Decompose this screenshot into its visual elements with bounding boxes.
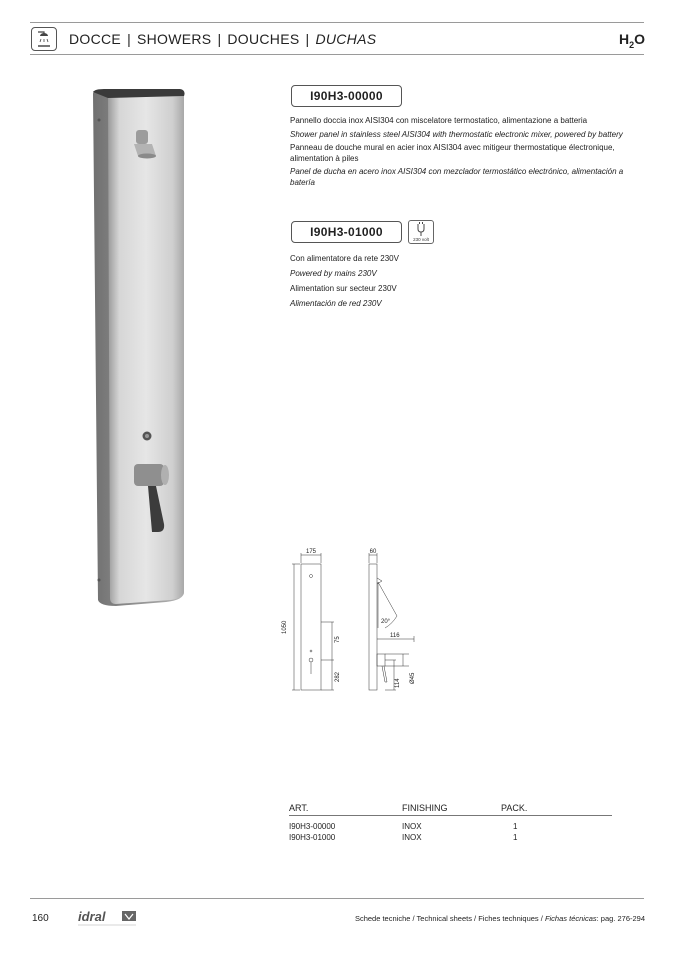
dim-depth-side: 60 bbox=[369, 549, 377, 555]
dim-116: 116 bbox=[390, 633, 400, 639]
shower-panel-image bbox=[86, 88, 196, 608]
title-es: DUCHAS bbox=[315, 31, 377, 47]
table-cell: INOX bbox=[402, 833, 422, 842]
title-en: SHOWERS bbox=[137, 31, 212, 47]
dim-height-total: 1050 bbox=[282, 620, 288, 634]
page-category-title: DOCCE | SHOWERS | DOUCHES | DUCHAS bbox=[69, 31, 377, 47]
product-description-2: Con alimentatore da rete 230V Powered by mains 230V Alimentation sur secteur 230V Alimentación de red 230V bbox=[290, 254, 399, 308]
dim-angle: 20° bbox=[381, 619, 391, 625]
table-cell: 1 bbox=[513, 833, 518, 842]
h2o-label: $H_2O$ bbox=[618, 31, 645, 50]
header-top-rule bbox=[30, 22, 644, 23]
product-code-1: I90H3-00000 bbox=[291, 85, 402, 107]
table-cell: I90H3-00000 bbox=[289, 822, 336, 831]
table-cell: I90H3-01000 bbox=[289, 833, 336, 842]
shower-category-icon bbox=[31, 27, 57, 51]
dim-width-front: 175 bbox=[305, 549, 317, 555]
power-icon-label: 230 volt bbox=[413, 237, 429, 242]
product-code-2: I90H3-01000 bbox=[291, 221, 402, 243]
footer-technical-sheets: Schede tecniche / Technical sheets / Fiches techniques / Fichas técnicas: pag. 276-294 bbox=[354, 914, 645, 923]
table-header-finishing: FINISHING bbox=[402, 803, 448, 813]
title-fr: DOUCHES bbox=[227, 31, 300, 47]
table-header-pack: PACK. bbox=[501, 803, 528, 813]
footer-rule bbox=[30, 898, 644, 899]
svg-text:idral: idral bbox=[78, 909, 106, 924]
technical-drawing bbox=[272, 546, 432, 706]
table-header-rule bbox=[289, 815, 612, 816]
header-bottom-rule bbox=[30, 54, 644, 55]
brand-logo bbox=[78, 908, 142, 928]
dim-282: 282 bbox=[335, 671, 341, 682]
title-it: DOCCE bbox=[69, 31, 122, 47]
dim-114: 114 bbox=[395, 678, 401, 688]
dim-diameter: Ø45 bbox=[410, 672, 416, 684]
table-header-art: ART. bbox=[289, 803, 309, 813]
table-cell: 1 bbox=[513, 822, 518, 831]
power-plug-icon bbox=[408, 220, 434, 244]
product-description-1: Pannello doccia inox AISI304 con miscelatore termostatico, alimentazione a batteria Shower panel in stainless steel AISI304 with thermostatic electronic mixer, powered by battery Panneau de douche mural en acier inox AISI304 avec mitigeur thermostatique électronique, alimentation à piles Panel de ducha en acero inox AISI304 con mezclador termostático electrónico, alimentación a batería bbox=[290, 116, 624, 187]
page-number: 160 bbox=[32, 913, 49, 924]
table-cell: INOX bbox=[402, 822, 422, 831]
dim-75: 75 bbox=[335, 636, 341, 643]
